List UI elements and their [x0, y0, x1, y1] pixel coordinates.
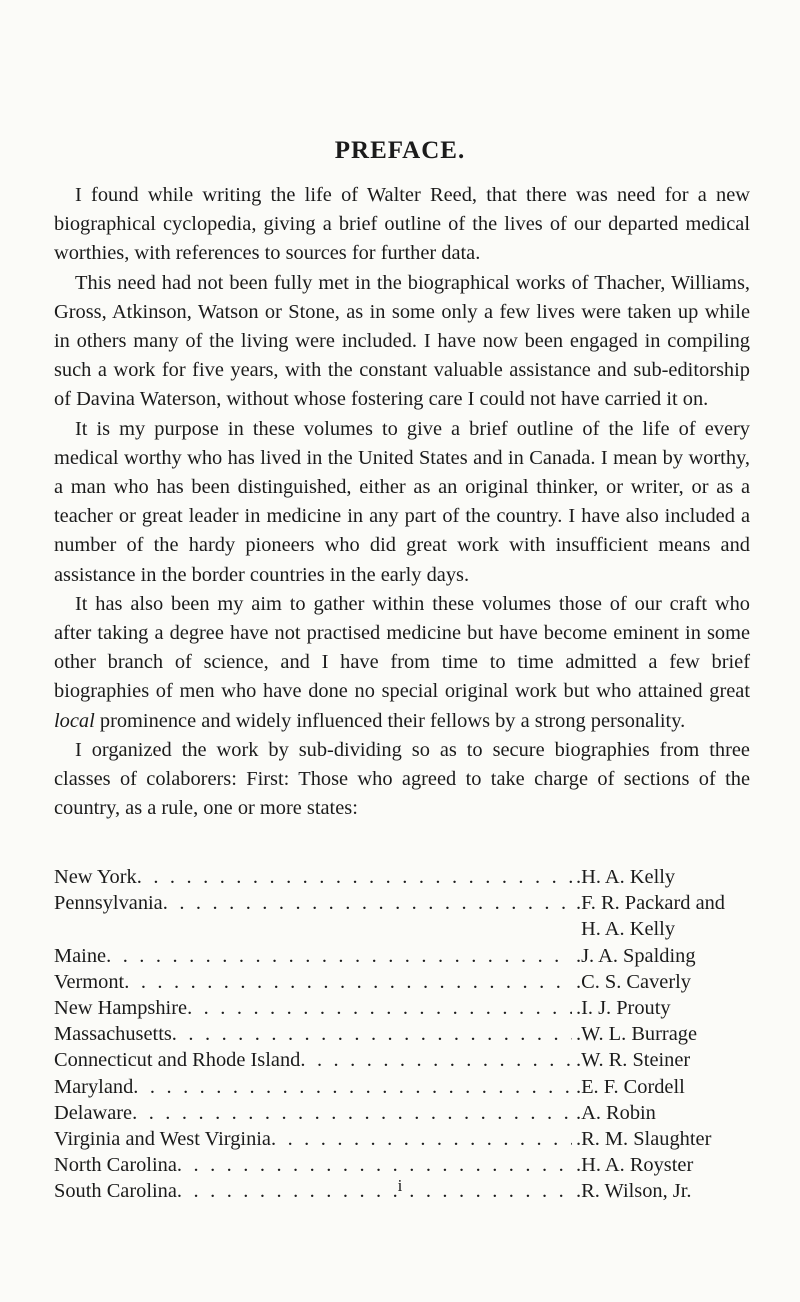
section-editors-list — [54, 864, 758, 1205]
region-name: Delaware — [54, 1101, 133, 1124]
dot-leader — [137, 864, 572, 890]
list-item — [54, 864, 758, 890]
paragraph-5: I organized the work by sub-dividing so as to secure biographies from three classes of colaborers: First: Those who agreed to take charge of sections of the country, as a rule, one or more states: — [54, 738, 750, 820]
region-name: Connecticut and Rhode Island — [54, 1049, 301, 1072]
editor-name: .R. M. Slaughter — [576, 1128, 712, 1151]
editor-name: .I. J. Prouty — [576, 997, 671, 1020]
paragraph-4-text-a: It has also been my aim to gather within these volumes those of our craft who after taking a degree have not practised medicine but have become eminent in some other branch of science, and I have from time to time admitted a few brief biographies of men who have done no special original work but who attained great — [54, 592, 750, 703]
dot-leader — [106, 943, 572, 969]
region-name: South Carolina — [54, 1180, 177, 1203]
list-item — [54, 969, 758, 995]
list-item — [54, 1152, 758, 1178]
region-name: New York — [54, 866, 137, 888]
region-name: Pennsylvania — [54, 892, 163, 915]
dot-leader — [300, 1047, 572, 1073]
region-name: Maryland — [54, 1075, 134, 1098]
paragraph-4-text-b: prominence and widely influenced their fellows by a strong personality. — [94, 709, 686, 732]
region-name: Massachusetts — [54, 1023, 172, 1046]
dot-leader — [124, 969, 572, 995]
region-name: New Hampshire — [54, 997, 188, 1020]
dot-leader — [177, 1152, 572, 1178]
editor-name: .W. L. Burrage — [576, 1023, 697, 1046]
list-item — [54, 943, 758, 969]
page-number: i — [397, 1176, 403, 1195]
dot-leader — [132, 1100, 572, 1126]
dot-leader — [172, 1021, 572, 1047]
paragraph-4-emphasis: local — [54, 709, 95, 732]
region-name: North Carolina — [54, 1154, 177, 1177]
editor-name: .W. R. Steiner — [576, 1049, 691, 1072]
paragraph-3: It is my purpose in these volumes to give a brief outline of the life of every medical worthy who has lived in the United States and in Canada. I mean by worthy, a man who has been distinguished, either as an original thinker, or writer, or as a teacher or great leader in medicine in any part of the country. I have also included a number of the hardy pioneers who did great work with insufficient means and assistance in the border countries in the early days. — [54, 417, 750, 586]
region-name: Maine — [54, 944, 107, 967]
editor-name: .C. S. Caverly — [576, 970, 691, 993]
preface-body — [54, 181, 750, 823]
list-item — [54, 1074, 758, 1100]
dot-leader — [133, 1074, 572, 1100]
region-name: Vermont — [54, 970, 125, 993]
editor-name: .A. Robin — [576, 1101, 656, 1124]
list-item — [54, 1126, 758, 1152]
page-title: PREFACE. — [334, 137, 466, 164]
dot-leader — [271, 1126, 572, 1152]
editor-name: .E. F. Cordell — [576, 1075, 685, 1098]
editor-name: .H. A. Kelly — [576, 866, 676, 888]
dot-leader — [187, 995, 572, 1021]
list-item — [54, 1047, 758, 1073]
list-item — [54, 890, 758, 942]
list-item — [54, 1100, 758, 1126]
paragraph-2: This need had not been fully met in the biographical works of Thacher, Williams, Gross, Atkinson, Watson or Stone, as in some only a few lives were taken up while in others many of the living were included. I have now been engaged in compiling such a work for five years, with the constant valuable assistance and sub-editorship of Davina Waterson, without whose fostering care I could not have carried it on. — [54, 271, 750, 411]
region-name: Virginia and West Virginia — [54, 1128, 271, 1151]
paragraph-1: I found while writing the life of Walter Reed, that there was need for a new biographical cyclopedia, giving a brief outline of the lives of our departed medical worthies, with references to sources for further data. — [54, 184, 750, 265]
editor-name: .H. A. Royster — [576, 1154, 694, 1177]
list-item — [54, 1021, 758, 1047]
editor-name: .R. Wilson, Jr. — [576, 1180, 692, 1203]
dot-leader — [163, 890, 572, 916]
editor-name: .J. A. Spalding — [576, 944, 696, 967]
list-item — [54, 995, 758, 1021]
paragraph-4 — [54, 590, 750, 736]
editor-name: .F. R. Packard and H. A. Kelly — [576, 892, 726, 941]
